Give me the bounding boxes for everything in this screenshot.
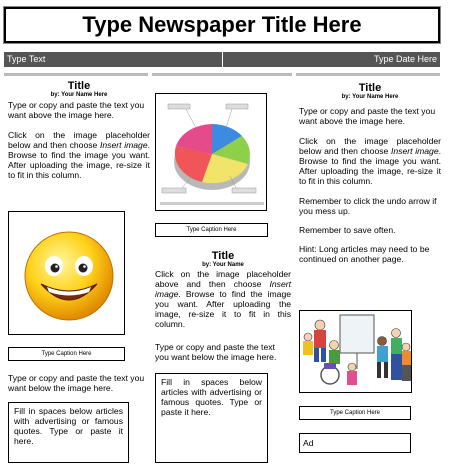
col1-title[interactable]: Title <box>67 80 91 92</box>
kids-presentation-image <box>300 311 413 394</box>
type-date-label[interactable]: Type Date Here <box>373 54 437 64</box>
col2-title[interactable]: Title <box>211 250 235 262</box>
col1-fill-box[interactable] <box>8 402 129 463</box>
col3-para1[interactable]: Type or copy and paste the text you want above the image here. <box>299 106 436 126</box>
col1-caption[interactable]: Type Caption Here <box>8 347 125 361</box>
smiley-face-image <box>9 212 126 336</box>
col1-byline[interactable]: by: Your Name Here <box>50 92 108 98</box>
column-rule-2 <box>152 73 292 76</box>
pie-chart-image[interactable] <box>155 93 267 211</box>
column-rule-1 <box>4 73 148 76</box>
col1-image-placeholder[interactable] <box>8 211 125 335</box>
col1-para2[interactable]: Click on the image placeholder below and then choose Insert image. Browse to find the image you want. After uploading the image, re-size it to fit in this column. <box>8 130 150 180</box>
col2-para2[interactable]: Type or copy and paste the text you want below the image here. <box>155 342 277 362</box>
col3-ad-box[interactable]: Ad <box>299 433 411 453</box>
col3-para4[interactable]: Remember to save often. <box>299 225 396 235</box>
col2-fill-text[interactable]: Fill in spaces below articles with advertising or famous quotes. Type or paste it here. <box>161 377 262 417</box>
col3-article <box>299 82 441 264</box>
col2-caption[interactable]: Type Caption Here <box>155 223 268 237</box>
type-text-label[interactable]: Type Text <box>7 54 46 64</box>
col3-title[interactable]: Title <box>358 82 382 94</box>
col2-para1[interactable]: Click on the image placeholder above and then choose Insert image. Browse to find the image you want. After uploading the image, re-size it to fit in this column. <box>155 269 291 329</box>
col3-image-placeholder[interactable] <box>299 310 412 393</box>
col2-article <box>155 250 291 362</box>
col2-byline[interactable]: by: Your Name <box>202 262 244 268</box>
col2-fill-box[interactable] <box>155 373 268 463</box>
col3-para3[interactable]: Remember to click the undo arrow if you mess up. <box>299 196 437 216</box>
col1-para3[interactable]: Type or copy and paste the text you want below the image here. <box>8 373 145 393</box>
col3-caption[interactable]: Type Caption Here <box>299 406 411 420</box>
col1-fill-text[interactable]: Fill in spaces below articles with advertising or famous quotes. Type or paste it here. <box>14 406 123 446</box>
col3-para2[interactable]: Click on the image placeholder below and then choose Insert image. Browse to find the image you want. After uploading the image, re-size it to fit in this column. <box>299 136 441 186</box>
pie-chart-clipart <box>156 94 268 212</box>
col1-para1[interactable]: Type or copy and paste the text you want above the image here. <box>8 100 145 120</box>
col3-byline[interactable]: by: Your Name Here <box>341 94 399 100</box>
col1-article <box>8 80 150 180</box>
info-bar-divider <box>222 52 223 67</box>
col3-para5[interactable]: Hint: Long articles may need to be continued on another page. <box>299 244 430 264</box>
newspaper-title[interactable]: Type Newspaper Title Here <box>4 7 440 43</box>
column-rule-3 <box>296 73 440 76</box>
info-bar <box>4 52 440 67</box>
